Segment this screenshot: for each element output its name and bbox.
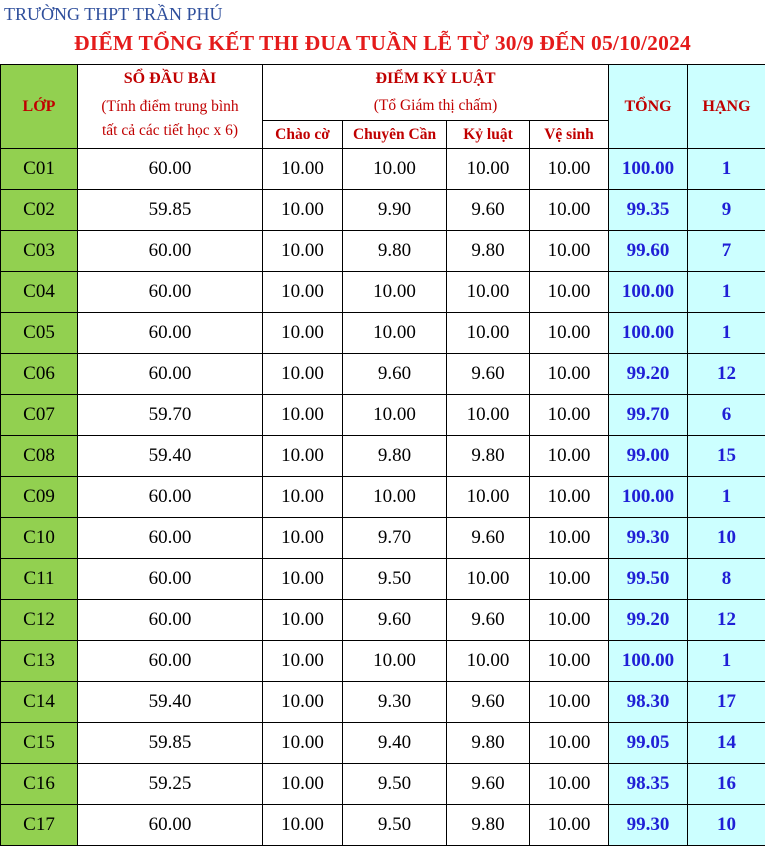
table-row	[1, 764, 765, 805]
tong-cell: 99.20	[609, 354, 688, 395]
chuyen-can-cell: 10.00	[343, 272, 447, 313]
so-dau-bai-cell: 60.00	[78, 231, 263, 272]
chuyen-can-cell: 10.00	[343, 149, 447, 190]
ve-sinh-cell: 10.00	[530, 313, 609, 354]
class-cell: C06	[1, 354, 78, 395]
tong-cell: 99.00	[609, 436, 688, 477]
table-row	[1, 641, 765, 682]
so-dau-bai-cell: 59.70	[78, 395, 263, 436]
chao-co-cell: 10.00	[263, 559, 343, 600]
hang-cell: 6	[688, 395, 765, 436]
class-cell: C04	[1, 272, 78, 313]
ve-sinh-cell: 10.00	[530, 559, 609, 600]
class-cell: C03	[1, 231, 78, 272]
tong-cell: 98.30	[609, 682, 688, 723]
chao-co-cell: 10.00	[263, 518, 343, 559]
class-cell: C11	[1, 559, 78, 600]
ve-sinh-cell: 10.00	[530, 805, 609, 846]
ve-sinh-cell: 10.00	[530, 518, 609, 559]
table-row	[1, 231, 765, 272]
tong-cell: 99.60	[609, 231, 688, 272]
chao-co-cell: 10.00	[263, 682, 343, 723]
chuyen-can-cell: 10.00	[343, 477, 447, 518]
tong-cell: 99.50	[609, 559, 688, 600]
tong-cell: 99.30	[609, 805, 688, 846]
hang-cell: 12	[688, 354, 765, 395]
ky-luat-cell: 9.60	[447, 682, 530, 723]
chuyen-can-cell: 9.60	[343, 600, 447, 641]
table-row	[1, 395, 765, 436]
chuyen-can-cell: 10.00	[343, 641, 447, 682]
class-cell: C13	[1, 641, 78, 682]
table-row	[1, 354, 765, 395]
so-dau-bai-cell: 60.00	[78, 313, 263, 354]
page-title: ĐIỂM TỔNG KẾT THI ĐUA TUẦN LỄ TỪ 30/9 ĐẾN 05/10/2024	[0, 29, 765, 57]
ky-luat-cell: 10.00	[447, 313, 530, 354]
hang-cell: 15	[688, 436, 765, 477]
table-row	[1, 559, 765, 600]
ky-luat-cell: 10.00	[447, 477, 530, 518]
class-cell: C05	[1, 313, 78, 354]
header-hang: HẠNG	[688, 65, 765, 149]
class-cell: C15	[1, 723, 78, 764]
ve-sinh-cell: 10.00	[530, 723, 609, 764]
chao-co-cell: 10.00	[263, 723, 343, 764]
header-so-dau-bai-note	[78, 93, 263, 149]
ve-sinh-cell: 10.00	[530, 436, 609, 477]
header-chao-co: Chào cờ	[263, 121, 343, 149]
so-dau-bai-cell: 59.40	[78, 436, 263, 477]
class-cell: C17	[1, 805, 78, 846]
hang-cell: 1	[688, 477, 765, 518]
table-row	[1, 149, 765, 190]
ky-luat-cell: 9.80	[447, 231, 530, 272]
class-cell: C14	[1, 682, 78, 723]
tong-cell: 98.35	[609, 764, 688, 805]
hang-cell: 8	[688, 559, 765, 600]
so-dau-bai-cell: 60.00	[78, 477, 263, 518]
chuyen-can-cell: 10.00	[343, 395, 447, 436]
chao-co-cell: 10.00	[263, 764, 343, 805]
table-row	[1, 477, 765, 518]
so-dau-bai-cell: 60.00	[78, 559, 263, 600]
so-dau-bai-cell: 59.40	[78, 682, 263, 723]
chao-co-cell: 10.00	[263, 805, 343, 846]
hang-cell: 1	[688, 641, 765, 682]
so-dau-bai-cell: 60.00	[78, 149, 263, 190]
chuyen-can-cell: 9.50	[343, 559, 447, 600]
header-ky-luat: Kỷ luật	[447, 121, 530, 149]
class-cell: C09	[1, 477, 78, 518]
tong-cell: 100.00	[609, 313, 688, 354]
header-ky-luat-note: (Tổ Giám thị chấm)	[263, 93, 609, 121]
chao-co-cell: 10.00	[263, 231, 343, 272]
ve-sinh-cell: 10.00	[530, 600, 609, 641]
so-dau-bai-cell: 59.85	[78, 723, 263, 764]
tong-cell: 99.35	[609, 190, 688, 231]
hang-cell: 10	[688, 805, 765, 846]
ve-sinh-cell: 10.00	[530, 477, 609, 518]
hang-cell: 17	[688, 682, 765, 723]
tong-cell: 100.00	[609, 641, 688, 682]
header-so-dau-bai: SỔ ĐẦU BÀI	[78, 65, 263, 93]
class-cell: C08	[1, 436, 78, 477]
chao-co-cell: 10.00	[263, 190, 343, 231]
hang-cell: 1	[688, 149, 765, 190]
ve-sinh-cell: 10.00	[530, 149, 609, 190]
so-dau-bai-note-line-1: (Tính điểm trung bình	[78, 95, 262, 119]
school-name: TRƯỜNG THPT TRẦN PHÚ	[4, 3, 223, 25]
tong-cell: 100.00	[609, 272, 688, 313]
so-dau-bai-cell: 59.85	[78, 190, 263, 231]
hang-cell: 10	[688, 518, 765, 559]
class-cell: C12	[1, 600, 78, 641]
class-cell: C02	[1, 190, 78, 231]
ky-luat-cell: 10.00	[447, 272, 530, 313]
ve-sinh-cell: 10.00	[530, 231, 609, 272]
hang-cell: 12	[688, 600, 765, 641]
table-row	[1, 313, 765, 354]
header-tong: TỔNG	[609, 65, 688, 149]
table-row	[1, 723, 765, 764]
table-row	[1, 272, 765, 313]
class-cell: C01	[1, 149, 78, 190]
chao-co-cell: 10.00	[263, 641, 343, 682]
so-dau-bai-cell: 59.25	[78, 764, 263, 805]
hang-cell: 1	[688, 313, 765, 354]
ve-sinh-cell: 10.00	[530, 395, 609, 436]
ve-sinh-cell: 10.00	[530, 272, 609, 313]
chao-co-cell: 10.00	[263, 272, 343, 313]
so-dau-bai-cell: 60.00	[78, 600, 263, 641]
ky-luat-cell: 10.00	[447, 559, 530, 600]
chao-co-cell: 10.00	[263, 436, 343, 477]
class-cell: C16	[1, 764, 78, 805]
class-cell: C10	[1, 518, 78, 559]
so-dau-bai-note-line-2: tất cả các tiết học x 6)	[78, 119, 262, 143]
table-row	[1, 190, 765, 231]
ky-luat-cell: 10.00	[447, 395, 530, 436]
chao-co-cell: 10.00	[263, 313, 343, 354]
so-dau-bai-cell: 60.00	[78, 641, 263, 682]
ky-luat-cell: 10.00	[447, 149, 530, 190]
hang-cell: 1	[688, 272, 765, 313]
table-row	[1, 805, 765, 846]
ky-luat-cell: 9.60	[447, 190, 530, 231]
hang-cell: 9	[688, 190, 765, 231]
header-row-1	[1, 65, 765, 93]
header-diem-ky-luat: ĐIỂM KỶ LUẬT	[263, 65, 609, 93]
ky-luat-cell: 9.80	[447, 723, 530, 764]
hang-cell: 14	[688, 723, 765, 764]
table-row	[1, 518, 765, 559]
so-dau-bai-cell: 60.00	[78, 518, 263, 559]
chao-co-cell: 10.00	[263, 600, 343, 641]
table-row	[1, 600, 765, 641]
chuyen-can-cell: 9.30	[343, 682, 447, 723]
chuyen-can-cell: 9.50	[343, 764, 447, 805]
hang-cell: 16	[688, 764, 765, 805]
tong-cell: 99.30	[609, 518, 688, 559]
ky-luat-cell: 9.60	[447, 764, 530, 805]
table-row	[1, 436, 765, 477]
ve-sinh-cell: 10.00	[530, 190, 609, 231]
chuyen-can-cell: 9.70	[343, 518, 447, 559]
ky-luat-cell: 10.00	[447, 641, 530, 682]
tong-cell: 100.00	[609, 149, 688, 190]
ve-sinh-cell: 10.00	[530, 682, 609, 723]
score-table	[0, 64, 765, 846]
ky-luat-cell: 9.80	[447, 805, 530, 846]
tong-cell: 99.20	[609, 600, 688, 641]
tong-cell: 99.70	[609, 395, 688, 436]
header-lop: LỚP	[1, 65, 78, 149]
ky-luat-cell: 9.60	[447, 354, 530, 395]
chuyen-can-cell: 9.80	[343, 436, 447, 477]
chuyen-can-cell: 9.80	[343, 231, 447, 272]
chao-co-cell: 10.00	[263, 149, 343, 190]
chuyen-can-cell: 9.50	[343, 805, 447, 846]
table-row	[1, 682, 765, 723]
chuyen-can-cell: 9.60	[343, 354, 447, 395]
chao-co-cell: 10.00	[263, 477, 343, 518]
so-dau-bai-cell: 60.00	[78, 272, 263, 313]
chuyen-can-cell: 9.90	[343, 190, 447, 231]
chuyen-can-cell: 9.40	[343, 723, 447, 764]
tong-cell: 99.05	[609, 723, 688, 764]
class-cell: C07	[1, 395, 78, 436]
so-dau-bai-cell: 60.00	[78, 354, 263, 395]
ve-sinh-cell: 10.00	[530, 764, 609, 805]
ky-luat-cell: 9.60	[447, 518, 530, 559]
chuyen-can-cell: 10.00	[343, 313, 447, 354]
ky-luat-cell: 9.80	[447, 436, 530, 477]
chao-co-cell: 10.00	[263, 354, 343, 395]
ve-sinh-cell: 10.00	[530, 354, 609, 395]
so-dau-bai-cell: 60.00	[78, 805, 263, 846]
chao-co-cell: 10.00	[263, 395, 343, 436]
header-chuyen-can: Chuyên Cần	[343, 121, 447, 149]
tong-cell: 100.00	[609, 477, 688, 518]
ky-luat-cell: 9.60	[447, 600, 530, 641]
header-ve-sinh: Vệ sinh	[530, 121, 609, 149]
ve-sinh-cell: 10.00	[530, 641, 609, 682]
hang-cell: 7	[688, 231, 765, 272]
